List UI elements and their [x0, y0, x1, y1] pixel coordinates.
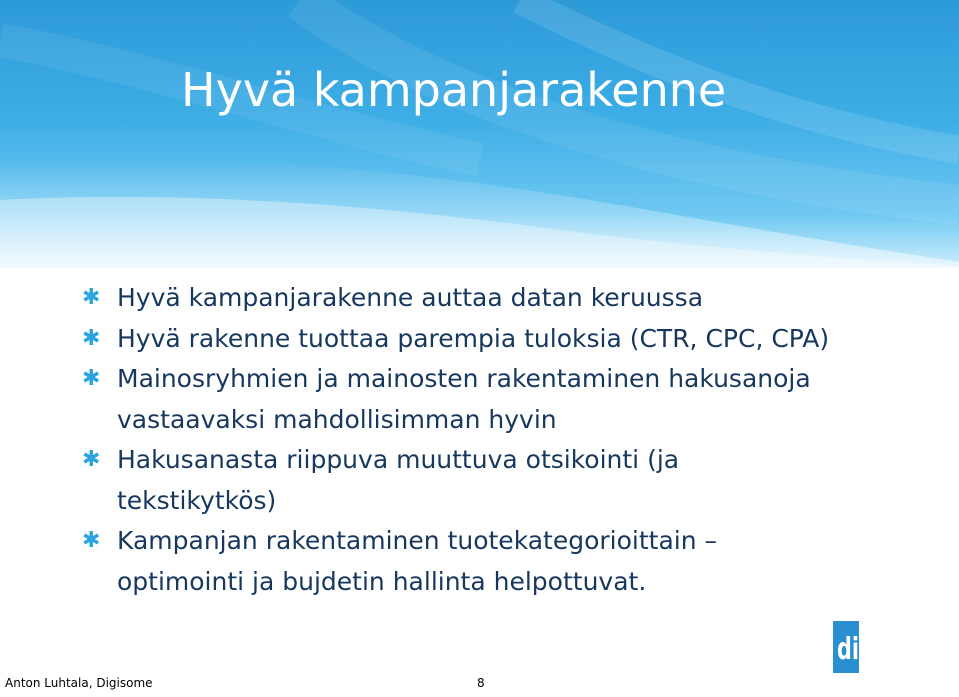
list-item [82, 359, 842, 440]
banner-wave-decoration [0, 0, 959, 268]
asterisk-bullet-icon: ✱ [82, 528, 101, 553]
bullet-text: Hyvä rakenne tuottaa parempia tuloksia (CTR, CPC, CPA) [117, 323, 830, 353]
bullet-text: Hyvä kampanjarakenne auttaa datan keruussa [117, 283, 704, 312]
bullet-text: Hakusanasta riippuva muuttuva otsikointi (ja tekstikytkös) [117, 445, 680, 515]
logo-text: digisome [837, 632, 943, 667]
bullet-text: Kampanjan rakentaminen tuotekategorioittain – optimointi ja bujdetin hallinta helpottuvat. [117, 526, 718, 596]
footer-page-number: 8 [477, 676, 485, 690]
list-item [82, 521, 842, 602]
slide-title: Hyvä kampanjarakenne [181, 63, 727, 117]
asterisk-bullet-icon: ✱ [82, 366, 101, 391]
bullet-text: Mainosryhmien ja mainosten rakentaminen hakusanoja vastaavaksi mahdollisimman hyvin [117, 364, 811, 434]
list-item [82, 319, 842, 360]
list-item [82, 278, 842, 319]
asterisk-bullet-icon: ✱ [82, 325, 101, 351]
footer-author: Anton Luhtala, Digisome [5, 676, 153, 690]
list-item [82, 440, 842, 521]
digisome-logo [833, 619, 945, 675]
asterisk-bullet-icon: ✱ [82, 447, 101, 472]
asterisk-bullet-icon: ✱ [82, 285, 101, 310]
title-banner [0, 0, 959, 268]
bullet-list [82, 278, 842, 602]
